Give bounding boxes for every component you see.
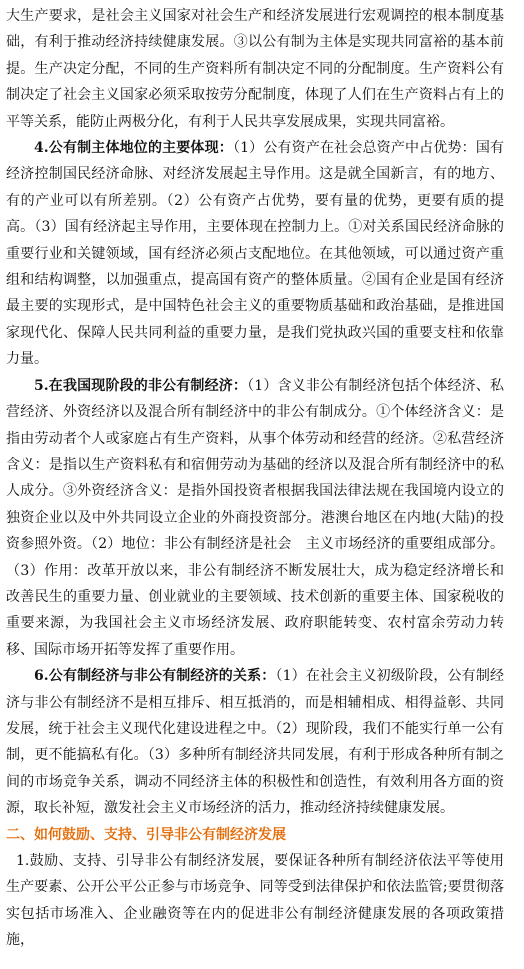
paragraph-text: （1）公有资产在社会总资产中占优势：国有经济控制国民经济命脉、对经济发展起主导作用。这是就全国新言，有的地方、有的产业可以有所差别。（2）公有资产占优势，要有量的优势，更要有质的提高。（3）国有经济起主导作用，主要体现在控制力上。①对关系国民经济命脉的重要行业和关键领域，国有经济必须占支配地位。在其他领域，可以通过资产重组和结构调整，以加强重点，提高国有资产的整体质量。②国有企业是国有经济最主要的实现形式，是中国特色社会主义的重要物质基础和政治基础，是推进国家现代化、保障人民共同利益的重要力量，是我们党执政兴国的重要支柱和依靠力量。 <box>6 140 504 368</box>
paragraph-lead: 5.在我国现阶段的非公有制经济： <box>34 377 248 394</box>
paragraph-continuation <box>6 3 504 135</box>
paragraph-text: （1）在社会主义初级阶段，公有制经济与非公有制经济不是相互排斥、相互抵消的，而是相辅相成、相得益彰、共同发展，统于社会主义现代化建设进程之中。（2）现阶段，我们不能实行单一公有制，更不能搞私有化。（3）多种所有制经济共同发展，有利于形成各种所有制之间的市场竞争关系，调动不同经济主体的积极性和创造性，有效利用各方面的资源，取长补短，激发社会主义市场经济的活力，推动经济持续健康发展。 <box>6 668 504 817</box>
paragraph-lead: 6.公有制经济与非公有制经济的关系： <box>34 668 276 685</box>
paragraph-public-ownership-dominance <box>6 135 504 373</box>
paragraph-lead: 4.公有制主体地位的主要体现： <box>34 140 233 157</box>
paragraph-text: （1）含义非公有制经济包括个体经济、私营经济、外资经济以及混合所有制经济中的非公有制成分。①个体经济含义：是指由劳动者个人或家庭占有生产资料，从事个体劳动和经营的经济。②私营经济含义：是指以生产资料私有和宿佣劳动为基础的经济以及混合所有制经济中的私人成分。③外资经济含义：是指外国投资者根据我国法律法规在我国境内设立的独资企业以及中外共同设立企业的外商投资部分。港澳台地区在内地(大陆)的投资参照外资。（2）地位：非公有制经济是社会 主义市场经济的重要组成部分。（3）作用：改革开放以来，非公有制经济不断发展壮大，成为稳定经济增长和改善民生的重要力量、创业就业的主要领域、技术创新的重要主体、国家税收的重要来源，为我国社会主义市场经济发展、政府职能转变、农村富余劳动力转移、国际市场开拓等发挥了重要作用。 <box>6 377 504 658</box>
paragraph-text: 1.鼓励、支持、引导非公有制经济发展，要保证各种所有制经济依法平等使用生产要素、公开公平公正参与市场竞争、同等受到法律保护和依法监管;要贯彻落实包括市场准入、企业融资等在内的促进非公有制经济健康发展的各项政策措施， <box>6 853 504 949</box>
paragraph-encourage-support-guide <box>6 848 504 954</box>
paragraph-non-public-economy <box>6 373 504 663</box>
paragraph-ownership-relationship <box>6 663 504 821</box>
section-heading: 二、如何鼓励、支持、引导非公有制经济发展 <box>6 826 286 843</box>
document-page <box>6 3 504 954</box>
paragraph-text: 大生产要求，是社会主义国家对社会生产和经济发展进行宏观调控的根本制度基础，有利于推动经济持续健康发展。③以公有制为主体是实现共同富裕的基本前提。生产决定分配，不同的生产资料所有制决定不同的分配制度。生产资料公有制决定了社会主义国家必须采取按劳分配制度，体现了人们在生产资料占有上的平等关系，能防止两极分化，有利于人民共享发展成果，实现共同富裕。 <box>6 8 504 130</box>
